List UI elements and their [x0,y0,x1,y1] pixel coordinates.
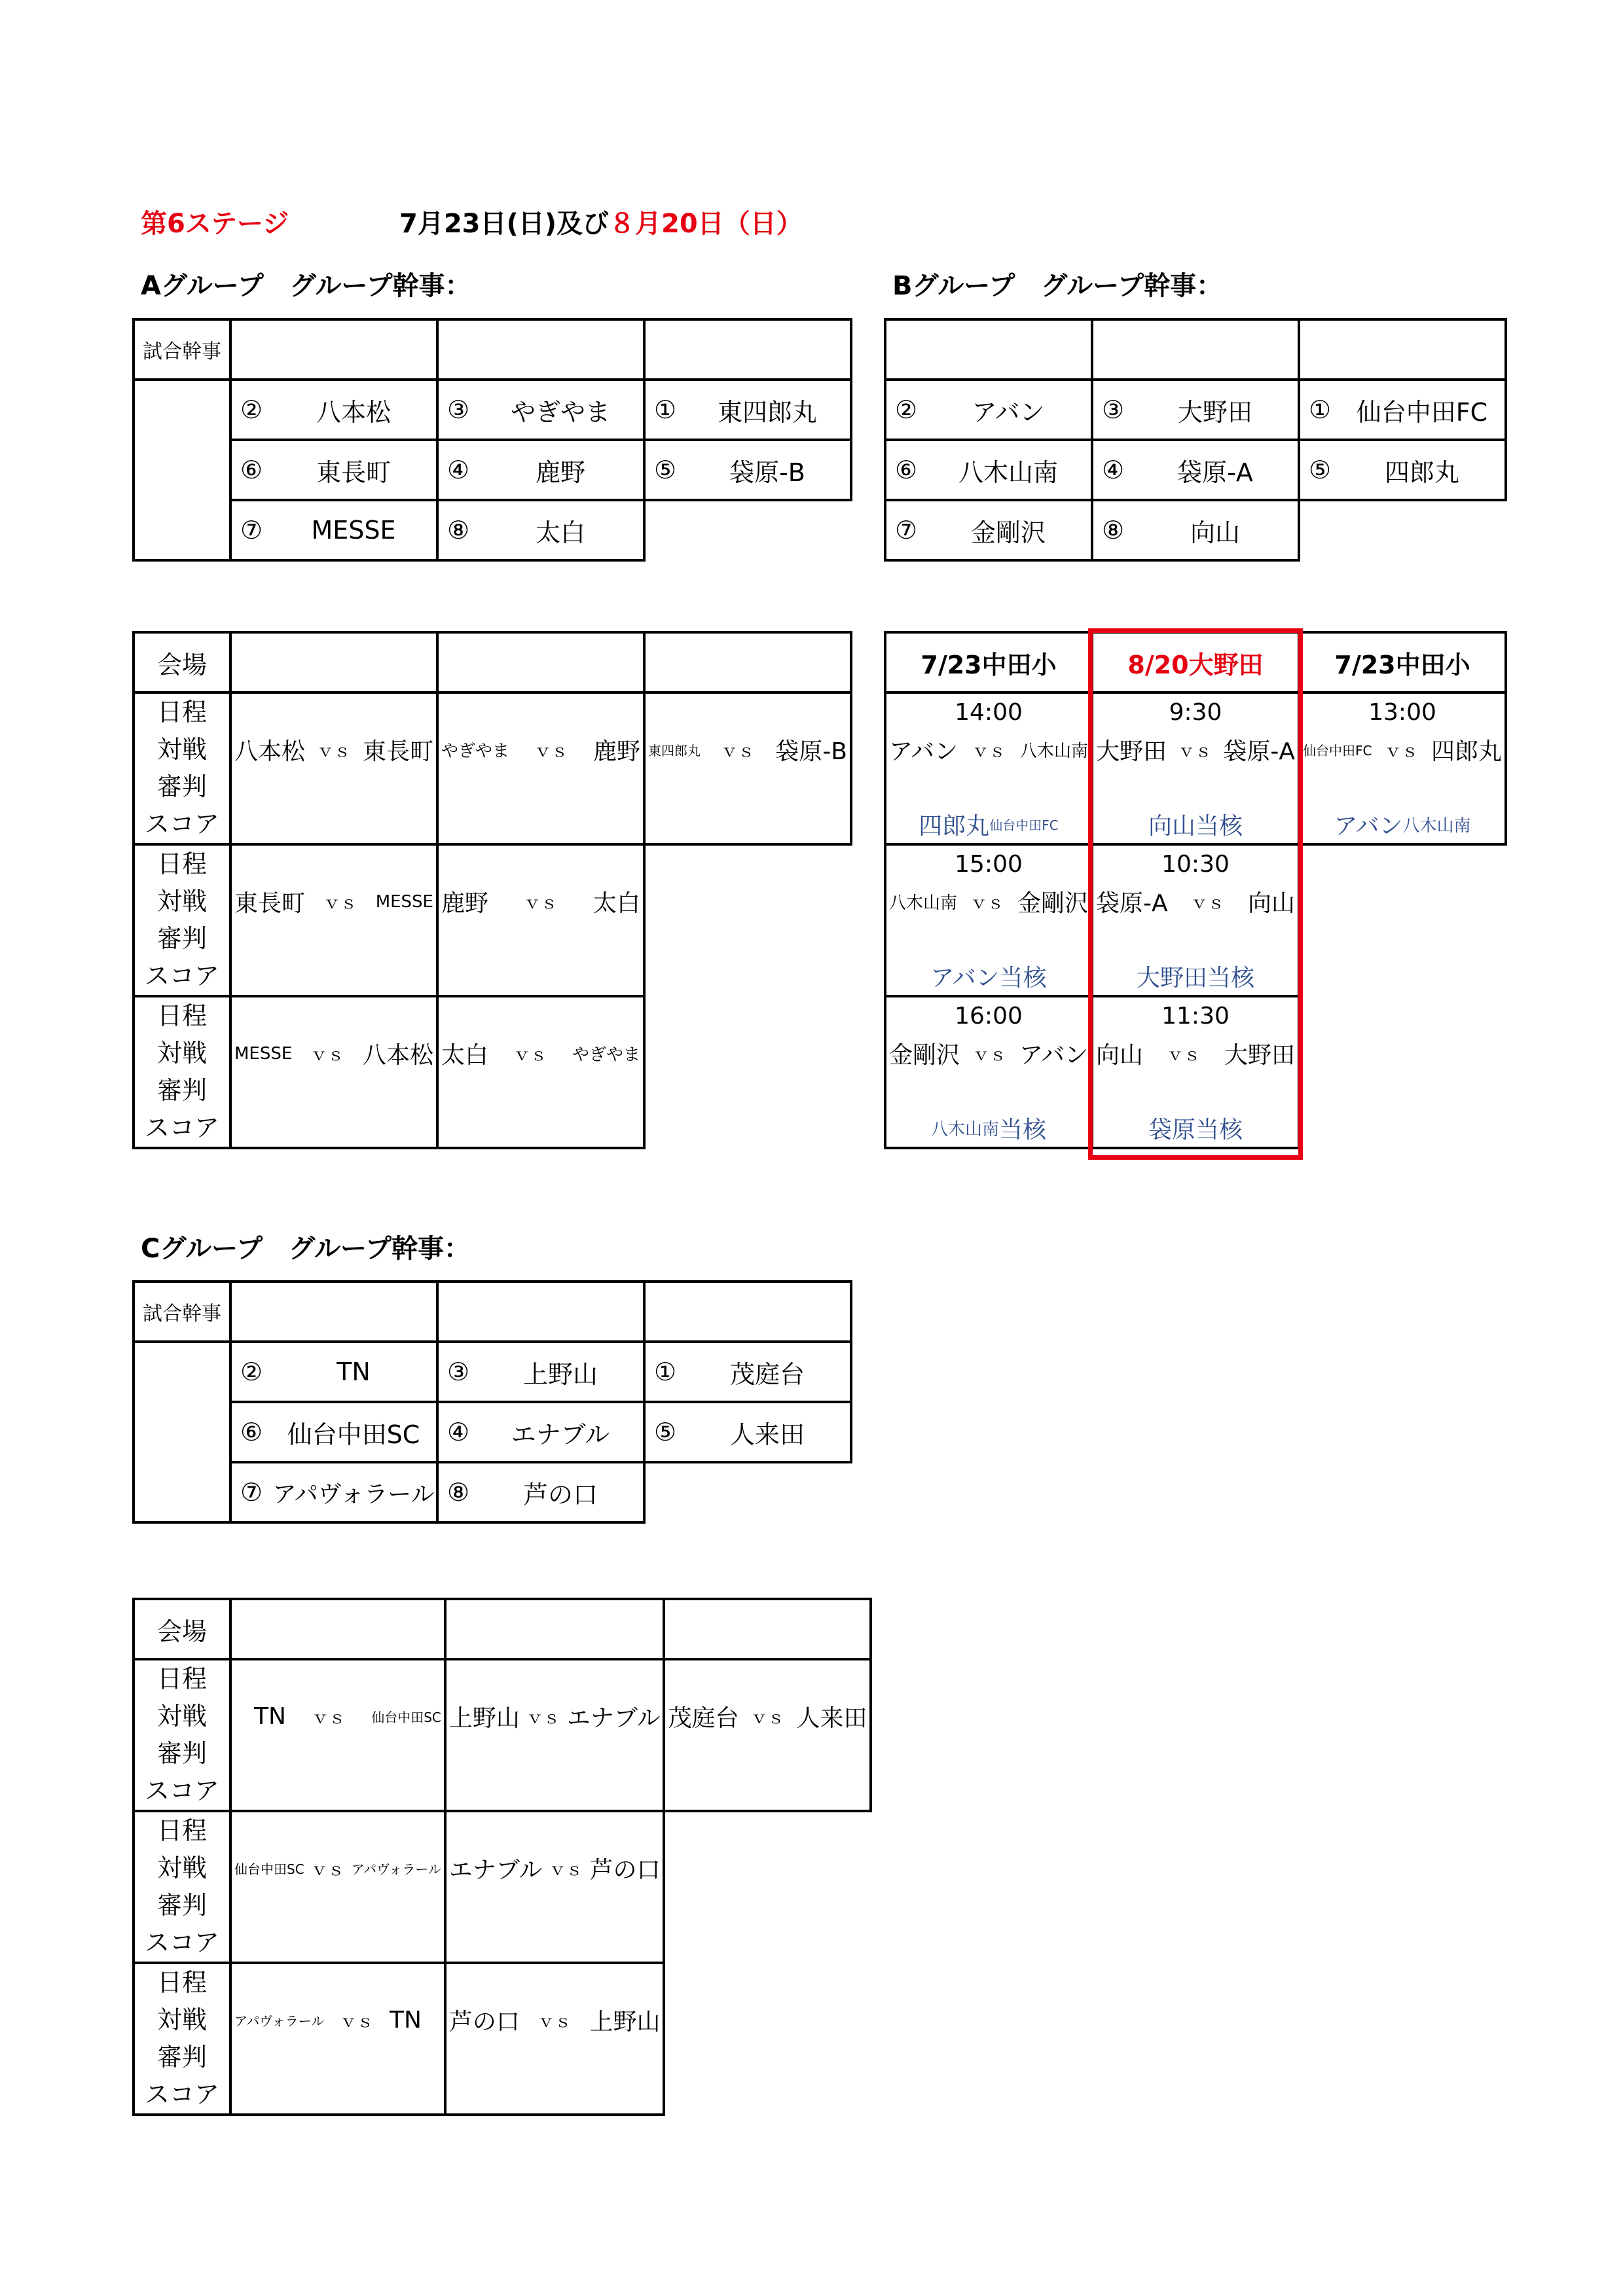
venue-cell [230,1599,445,1659]
empty-cell [644,996,851,1148]
venue-label: 会場 [134,1599,230,1659]
team-cell: ② アバン [885,380,1092,440]
venue-label: 会場 [134,632,230,692]
team-cell: ⑥ 仙台中田SC [230,1402,437,1462]
team-cell: ① 東四郎丸 [644,380,851,440]
match-cell: やぎやま ｖｓ 鹿野 [437,692,644,844]
group-b-match-table [884,631,1507,1149]
empty-cell [644,1462,851,1522]
match-cell: 14:00 アバン ｖｓ 八木山南 四郎丸 仙台中田FC [885,692,1092,844]
match-cell: 上野山 ｖｓ エナブル [445,1659,665,1811]
venue-cell [437,632,644,692]
match-cell: 仙台中田SC ｖｓ アパヴォラール [230,1811,445,1963]
match-cell: 鹿野 ｖｓ 太白 [437,844,644,996]
match-cell: 茂庭台 ｖｓ 人来田 [664,1659,871,1811]
manager-cell [644,319,851,380]
venue-header: 7/23中田小 [1299,632,1506,692]
stage-title: 第6ステージ [141,209,289,239]
manager-cell [230,1282,437,1342]
match-cell: エナブル ｖｓ 芦の口 [445,1811,665,1963]
venue-cell [664,1599,871,1659]
group-a-team-table [132,318,852,562]
match-cell: 東四郎丸 ｖｓ 袋原-B [644,692,851,844]
match-cell: 太白 ｖｓ やぎやま [437,996,644,1148]
team-cell: ① 茂庭台 [644,1342,851,1402]
venue-cell [230,632,437,692]
slot-labels: 日程 対戦 審判 スコア [134,1659,230,1811]
match-cell: 9:30 大野田 ｖｓ 袋原-A 向山 当核 [1092,692,1299,844]
match-manager-label: 試合幹事 [134,319,230,380]
match-cell: 10:30 袋原-A ｖｓ 向山 大野田 当核 [1092,844,1299,996]
team-cell: ⑤ 袋原-B [644,440,851,500]
group-c-match-table [132,1598,872,2116]
team-cell: ⑦ 金剛沢 [885,500,1092,560]
empty-cell [644,500,851,560]
team-cell: ③ やぎやま [437,380,644,440]
match-cell: 東長町 ｖｓ MESSE [230,844,437,996]
venue-cell [644,632,851,692]
manager-cell [437,319,644,380]
empty-cell [664,1811,871,1963]
slot-labels: 日程 対戦 審判 スコア [134,1963,230,2115]
team-cell: ④ 袋原-A [1092,440,1299,500]
manager-cell [644,1282,851,1342]
match-cell: 16:00 金剛沢 ｖｓ アバン 八木山南 当核 [885,996,1092,1148]
team-cell: ⑧ 太白 [437,500,644,560]
team-cell: ③ 上野山 [437,1342,644,1402]
team-cell: ③ 大野田 [1092,380,1299,440]
group-a-title: Aグループ グループ幹事： [141,271,471,301]
slot-labels: 日程 対戦 審判 スコア [134,692,230,844]
empty-cell [1299,500,1506,560]
venue-cell [445,1599,665,1659]
match-cell: 11:30 向山 ｖｓ 大野田 袋原 当核 [1092,996,1299,1148]
team-cell: ② 八本松 [230,380,437,440]
team-label-cell [134,1342,230,1522]
group-c-team-table [132,1280,852,1524]
match-manager-label: 試合幹事 [134,1282,230,1342]
slot-labels: 日程 対戦 審判 スコア [134,1811,230,1963]
date-second: ８月20日（日） [609,209,803,239]
manager-cell [230,319,437,380]
team-cell: ⑤ 四郎丸 [1299,440,1506,500]
manager-cell [1092,319,1299,380]
team-cell: ⑥ 東長町 [230,440,437,500]
empty-cell [664,1963,871,2115]
match-cell: アパヴォラール ｖｓ TN [230,1963,445,2115]
group-b-title: Bグループ グループ幹事： [892,271,1223,301]
match-cell: 13:00 仙台中田FC ｖｓ 四郎丸 アバン 八木山南 [1299,692,1506,844]
team-cell: ① 仙台中田FC [1299,380,1506,440]
empty-cell [1299,996,1506,1148]
team-cell: ⑧ 向山 [1092,500,1299,560]
slot-labels: 日程 対戦 審判 スコア [134,996,230,1148]
match-cell: TN ｖｓ 仙台中田SC [230,1659,445,1811]
match-cell: MESSE ｖｓ 八本松 [230,996,437,1148]
manager-cell [885,319,1092,380]
venue-header: 7/23中田小 [885,632,1092,692]
group-b-team-table [884,318,1507,562]
manager-cell [1299,319,1506,380]
group-c-title: Cグループ グループ幹事： [141,1234,470,1264]
team-cell: ④ エナブル [437,1402,644,1462]
match-cell: 八本松 ｖｓ 東長町 [230,692,437,844]
group-a-match-table [132,631,852,1149]
team-cell: ⑧ 芦の口 [437,1462,644,1522]
team-cell: ② TN [230,1342,437,1402]
team-cell: ④ 鹿野 [437,440,644,500]
date-text [399,211,803,237]
team-cell: ⑦ アパヴォラール [230,1462,437,1522]
team-cell: ⑦ MESSE [230,500,437,560]
venue-header-highlight: 8/20大野田 [1092,632,1299,692]
date-first: 7月23日(日)及び [399,209,610,239]
match-cell: 芦の口 ｖｓ 上野山 [445,1963,665,2115]
manager-cell [437,1282,644,1342]
empty-cell [644,844,851,996]
slot-labels: 日程 対戦 審判 スコア [134,844,230,996]
match-cell: 15:00 八木山南 ｖｓ 金剛沢 アバン 当核 [885,844,1092,996]
team-cell: ⑤ 人来田 [644,1402,851,1462]
empty-cell [1299,844,1506,996]
team-cell: ⑥ 八木山南 [885,440,1092,500]
team-label-cell [134,380,230,560]
